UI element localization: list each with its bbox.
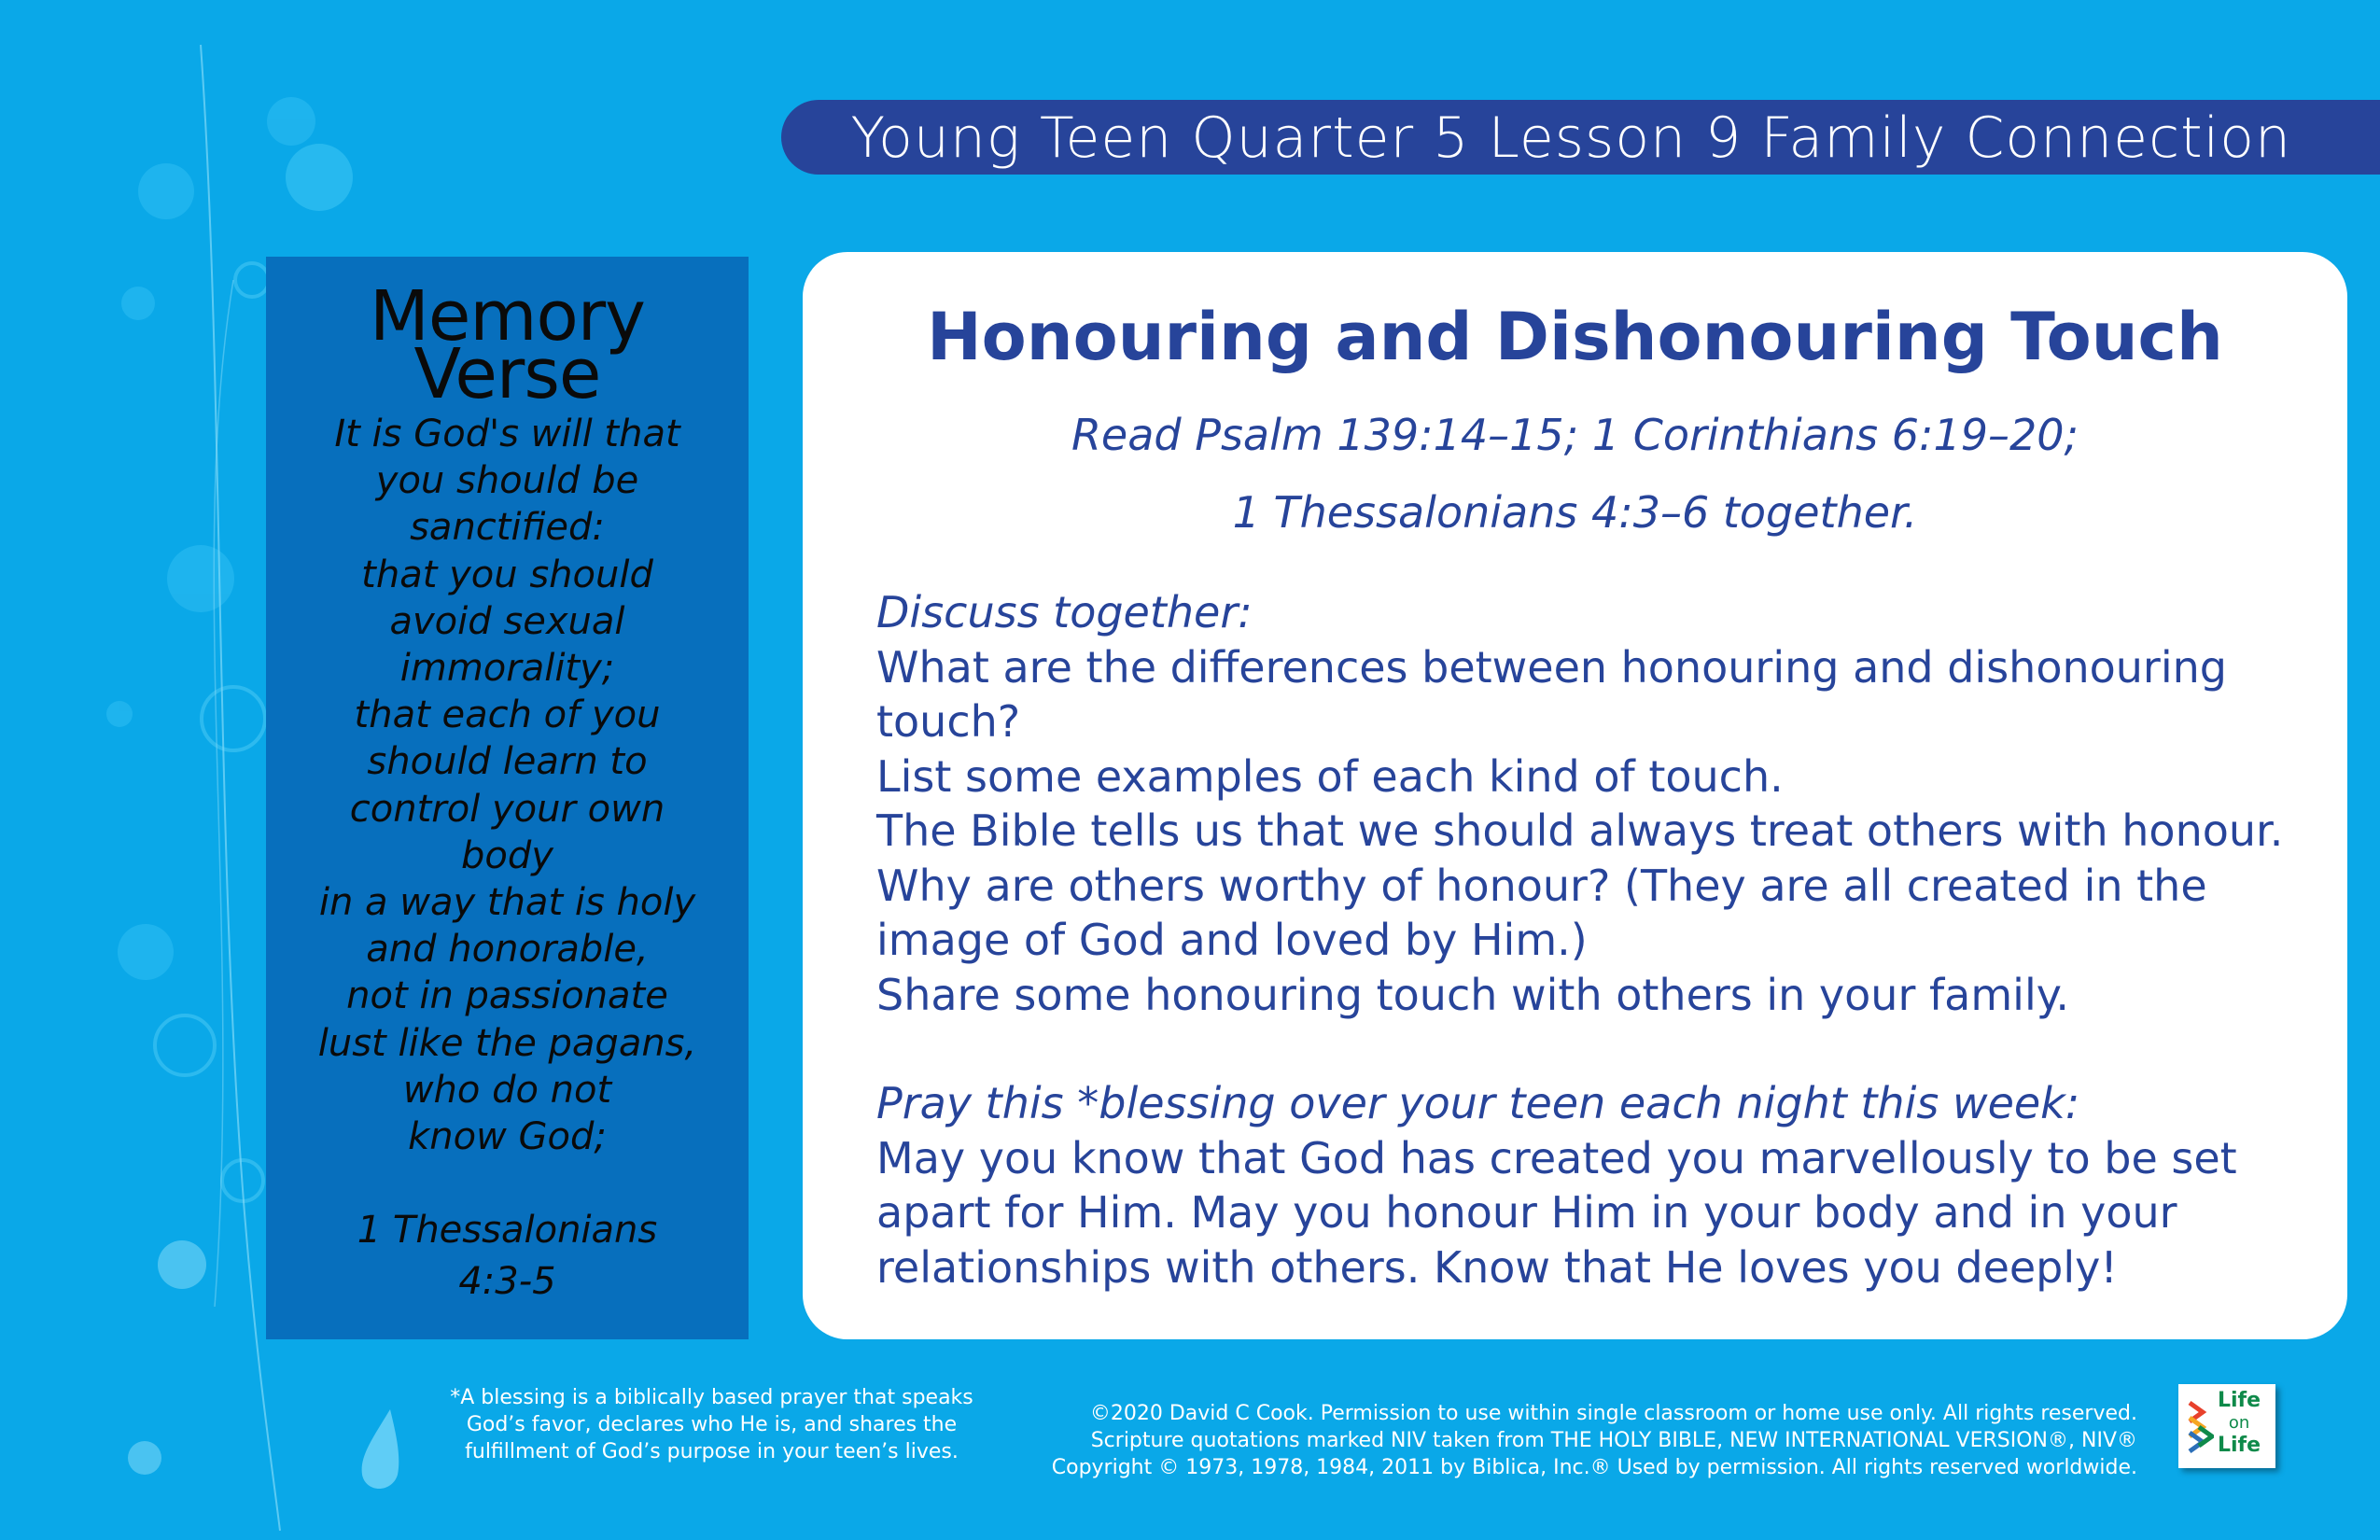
verse-line: lust like the pagans,: [317, 1021, 697, 1065]
discuss-line: Why are others worthy of honour? (They are all created in the: [876, 860, 2207, 911]
verse-line: control your own: [349, 787, 665, 831]
verse-line: immorality;: [399, 647, 615, 691]
verse-line: know God;: [408, 1115, 607, 1159]
reading-line: 1 Thessalonians 4:3–6 together.: [1232, 487, 1918, 538]
logo-line: Life: [2218, 1434, 2261, 1457]
reading-instruction: [803, 397, 2347, 552]
footnote-line: *A blessing is a biblically based prayer that speaks: [450, 1386, 973, 1409]
verse-line: that you should: [361, 553, 653, 596]
logo-line: on: [2228, 1413, 2250, 1433]
pray-line: apart for Him. May you honour Him in your body and in your: [876, 1187, 2177, 1238]
verse-reference-line: 4:3-5: [458, 1260, 556, 1304]
section-spacer: [876, 1022, 2310, 1076]
blessing-footnote: [448, 1384, 975, 1465]
discuss-line: List some examples of each kind of touch.: [876, 750, 1784, 802]
logo-stripes-icon: [2186, 1399, 2214, 1457]
header-bar: [781, 100, 2380, 175]
memory-heading-line: Memory: [370, 276, 645, 357]
discuss-line: touch?: [876, 696, 1021, 747]
page-title: Young Teen Quarter 5 Lesson 9 Family Connection: [850, 105, 2291, 171]
copyright-line: ©2020 David C Cook. Permission to use within single classroom or home use only. All rights reserved.: [1089, 1402, 2137, 1425]
verse-line: should learn to: [367, 740, 648, 784]
lesson-body: [876, 585, 2310, 1295]
verse-reference-line: 1 Thessalonians: [357, 1209, 658, 1253]
verse-line: sanctified:: [410, 506, 605, 550]
discuss-line: Share some honouring touch with others in your family.: [876, 969, 2070, 1020]
copyright-line: Scripture quotations marked NIV taken from THE HOLY BIBLE, NEW INTERNATIONAL VERSION®, NIV®: [1090, 1429, 2137, 1452]
pray-line: relationships with others. Know that He loves you deeply!: [876, 1241, 2118, 1293]
discuss-line: What are the differences between honouring and dishonouring: [876, 641, 2227, 693]
memory-verse-panel: [266, 257, 749, 1339]
memory-heading-line: Verse: [413, 334, 601, 414]
verse-line: body: [461, 833, 553, 877]
lesson-title: Honouring and Dishonouring Touch: [927, 299, 2223, 375]
logo-line: Life: [2218, 1389, 2261, 1412]
memory-verse-text: [266, 411, 749, 1160]
verse-line: not in passionate: [346, 974, 668, 1018]
pray-line: May you know that God has created you marvellously to be set: [876, 1132, 2237, 1183]
footnote-line: God’s favor, declares who He is, and shares the: [466, 1413, 958, 1436]
verse-line: you should be: [375, 459, 639, 503]
lesson-card: [803, 252, 2347, 1339]
footnote-line: fulfillment of God’s purpose in your teen’s lives.: [465, 1440, 959, 1463]
verse-line: who do not: [402, 1068, 612, 1112]
verse-line: and honorable,: [366, 928, 649, 972]
verse-line: that each of you: [354, 693, 661, 737]
verse-line: avoid sexual: [389, 599, 625, 643]
discuss-line: The Bible tells us that we should always treat others with honour.: [876, 805, 2284, 856]
memory-verse-heading: [266, 276, 749, 414]
verse-reference: [266, 1207, 749, 1309]
verse-line: in a way that is holy: [318, 881, 696, 925]
pray-heading: Pray this *blessing over your teen each night this week:: [876, 1078, 2080, 1128]
logo-text: [2218, 1390, 2261, 1457]
discuss-line: image of God and loved by Him.): [876, 915, 1588, 965]
discuss-heading: Discuss together:: [876, 587, 1253, 637]
copyright-line: Copyright © 1973, 1978, 1984, 2011 by Biblica, Inc.® Used by permission. All rights reserved worldwide.: [1051, 1456, 2137, 1479]
reading-line: Read Psalm 139:14–15; 1 Corinthians 6:19–20;: [1071, 410, 2079, 460]
verse-line: It is God's will that: [334, 413, 680, 455]
copyright-notice: [1052, 1400, 2137, 1481]
life-on-life-logo: [2178, 1384, 2275, 1468]
